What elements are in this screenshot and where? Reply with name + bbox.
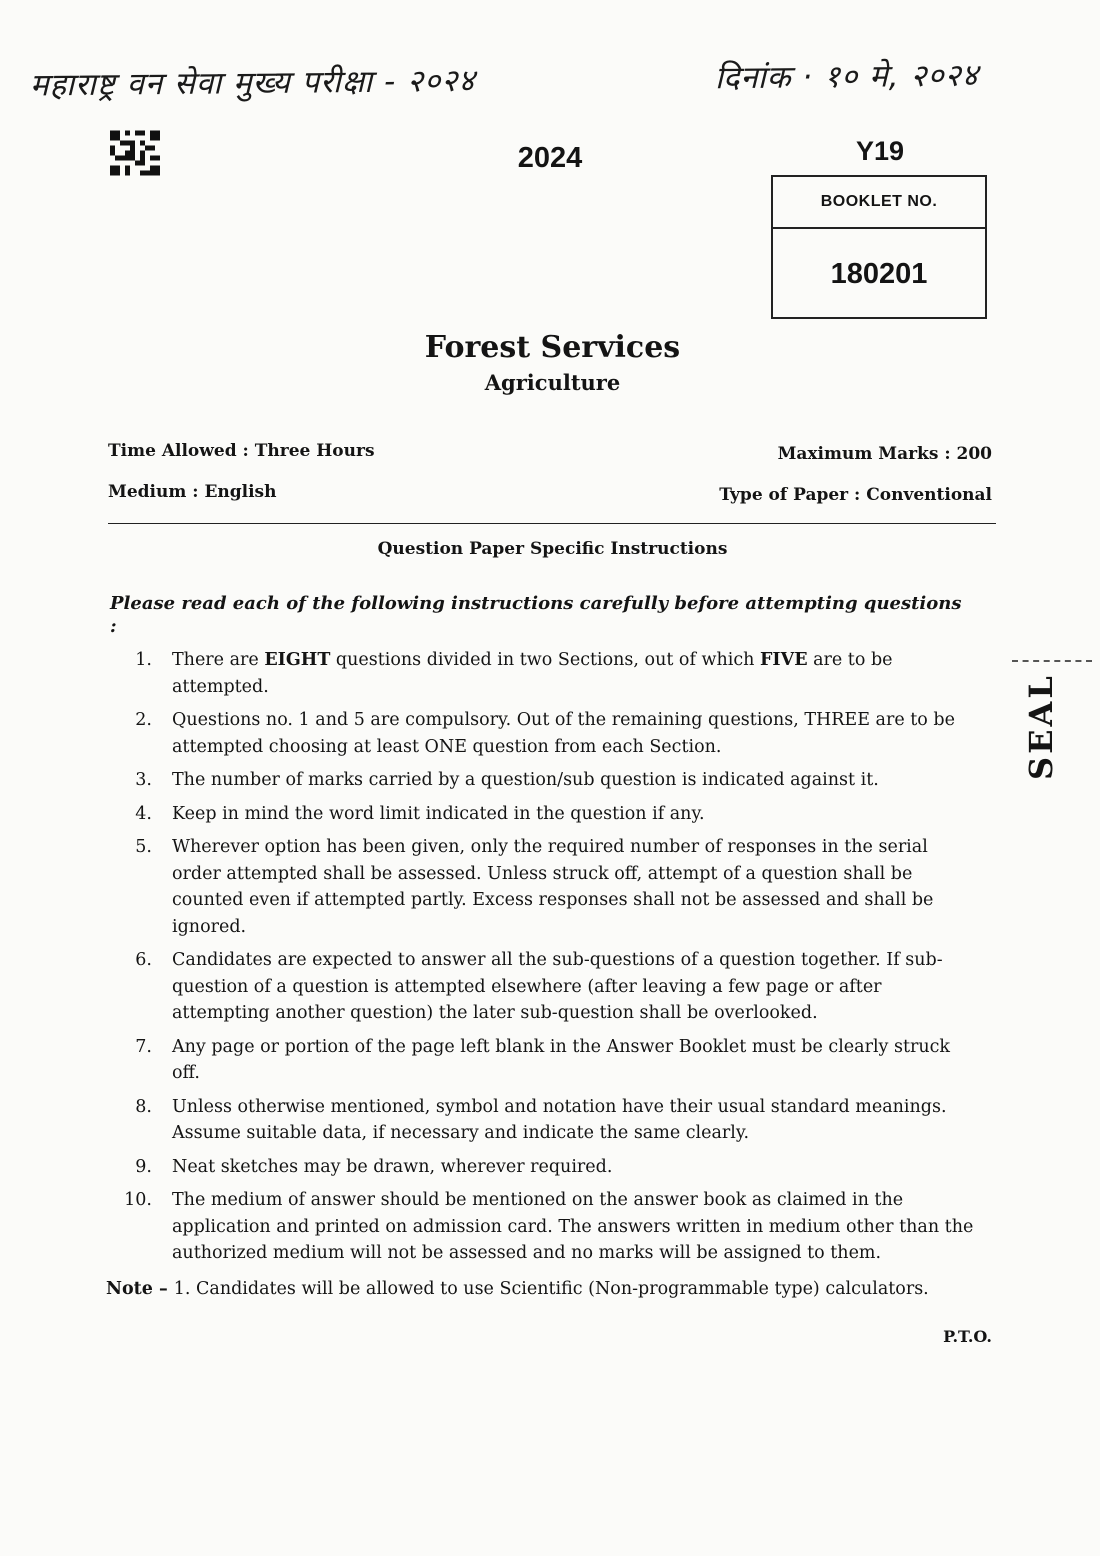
handwritten-exam-title bbox=[30, 47, 1071, 122]
instruction-text: The number of marks carried by a question/sub question is indicated against it. bbox=[172, 770, 879, 790]
time-allowed: Time Allowed : Three Hours bbox=[108, 441, 375, 461]
instructions-list bbox=[110, 647, 980, 1274]
instruction-text: Any page or portion of the page left blank in the Answer Booklet must be clearly struck off. bbox=[172, 1036, 951, 1083]
instruction-text: Wherever option has been given, only the required number of responses in the serial order attempted shall be assessed. Unless struck off, attempt of a question shall be counted even if attempted partly. Excess responses shall not be assessed and shall be ignored. bbox=[172, 837, 934, 937]
instruction-number: 7. bbox=[135, 1036, 152, 1057]
note bbox=[106, 1276, 996, 1302]
instruction-item: 1. There are EIGHT questions divided in two Sections, out of which FIVE are to be attempted. bbox=[110, 647, 980, 700]
paper-code: Y19 bbox=[855, 136, 905, 166]
instruction-text: Candidates are expected to answer all the sub-questions of a question together. If sub-question of a question is attempted elsewhere (after leaving a few page or after attempting another question) the later sub-question shall be overlooked. bbox=[172, 950, 943, 1023]
handwritten-title: महाराष्ट्र वन सेवा मुख्य परीक्षा - २०२४ bbox=[29, 62, 476, 104]
booklet-label: BOOKLET NO. bbox=[773, 177, 985, 229]
instruction-text: The medium of answer should be mentioned on the answer book as claimed in the application and printed on admission card. The answers written in medium other than the authorized medium will not be assessed and no marks will be assigned to them. bbox=[172, 1190, 974, 1263]
note-text: 1. Candidates will be allowed to use Scientific (Non-programmable type) calculators. bbox=[173, 1279, 929, 1299]
instruction-number: 2. bbox=[135, 710, 152, 730]
instruction-number: 6. bbox=[135, 950, 152, 970]
instruction-text: Keep in mind the word limit indicated in the question if any. bbox=[172, 803, 705, 824]
instructions-intro: Please read each of the following instructions carefully before attempting questions : bbox=[110, 593, 962, 637]
instruction-item bbox=[110, 947, 980, 1027]
booklet-number: 180201 bbox=[830, 257, 928, 290]
note-label: Note – bbox=[106, 1279, 168, 1299]
instruction-text: Unless otherwise mentioned, symbol and notation have their usual standard meanings. Assume suitable data, if necessary and indicate the same clearly. bbox=[172, 1096, 947, 1143]
seal-dashed-line bbox=[1012, 660, 1092, 662]
paper-title: Forest Services bbox=[424, 330, 681, 365]
instruction-item bbox=[110, 801, 980, 828]
maximum-marks: Maximum Marks : 200 bbox=[777, 444, 992, 464]
exam-year: 2024 bbox=[517, 142, 583, 174]
instruction-number: 8. bbox=[135, 1096, 152, 1117]
instruction-item bbox=[110, 1034, 980, 1087]
instruction-item bbox=[110, 1094, 980, 1147]
instructions-heading: Question Paper Specific Instructions bbox=[377, 539, 728, 559]
instruction-item bbox=[110, 1154, 980, 1181]
medium: Medium : English bbox=[108, 482, 277, 502]
instruction-number: 5. bbox=[135, 837, 152, 857]
instruction-number: 3. bbox=[135, 770, 152, 790]
type-of-paper: Type of Paper : Conventional bbox=[719, 485, 992, 505]
instruction-number: 9. bbox=[135, 1156, 152, 1177]
instruction-item bbox=[110, 1187, 980, 1267]
booklet-number-box bbox=[771, 175, 987, 319]
pto-label: P.T.O. bbox=[943, 1327, 992, 1346]
instruction-number: 1. bbox=[135, 650, 152, 670]
header-divider bbox=[108, 523, 996, 524]
instruction-text: Questions no. 1 and 5 are compulsory. Out of the remaining questions, THREE are to be attempted choosing at least ONE question from each Section. bbox=[172, 710, 955, 757]
qr-code-icon bbox=[110, 130, 160, 176]
instruction-item bbox=[110, 834, 980, 940]
instruction-number: 4. bbox=[135, 803, 152, 824]
instruction-item bbox=[110, 707, 980, 760]
paper-subject: Agriculture bbox=[484, 370, 621, 395]
instruction-item bbox=[110, 767, 980, 794]
instruction-number: 10. bbox=[124, 1190, 152, 1210]
seal-label: SEAL bbox=[1022, 673, 1060, 780]
handwritten-date: दिनांक · १० मे, २०२४ bbox=[714, 57, 980, 97]
instruction-text: Neat sketches may be drawn, wherever required. bbox=[172, 1156, 613, 1177]
